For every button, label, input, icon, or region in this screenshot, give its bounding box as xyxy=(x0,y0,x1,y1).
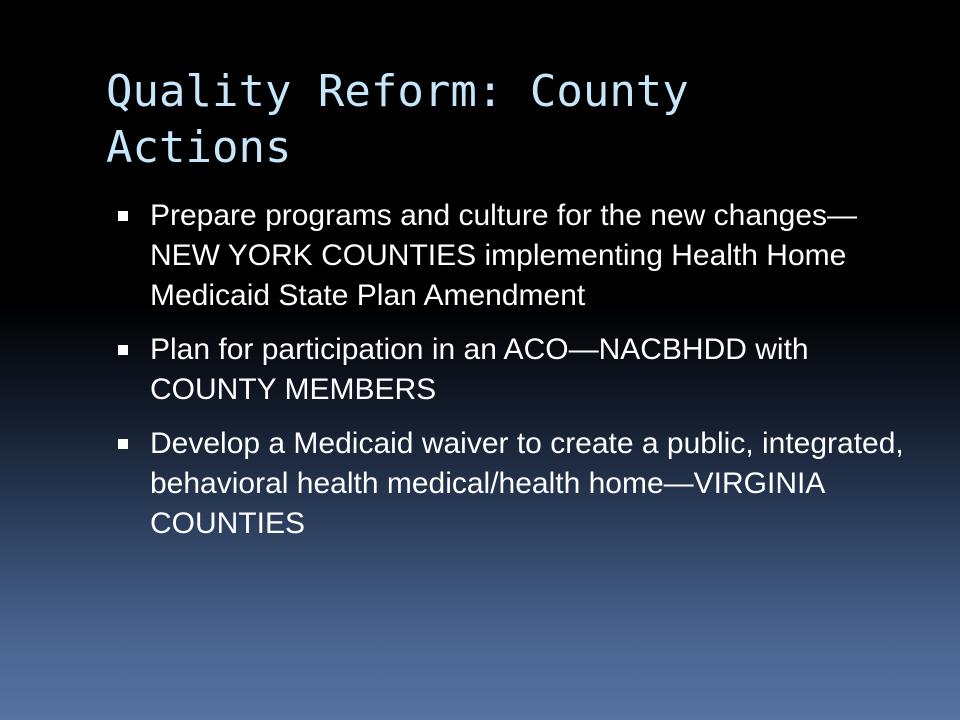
square-bullet-icon xyxy=(118,345,128,355)
bullet-item xyxy=(112,196,912,316)
square-bullet-icon xyxy=(118,439,128,449)
bullet-item xyxy=(112,330,912,410)
bullet-item xyxy=(112,424,912,544)
bullet-text: Plan for participation in an ACO—NACBHDD with COUNTY MEMBERS xyxy=(150,333,809,406)
bullet-text: Prepare programs and culture for the new changes—NEW YORK COUNTIES implementing Health Home Medicaid State Plan Amendment xyxy=(150,199,858,312)
bullet-text: Develop a Medicaid waiver to create a public, integrated, behavioral health medical/health home—VIRGINIA COUNTIES xyxy=(150,427,904,540)
bullet-list xyxy=(112,196,912,558)
slide-title: Quality Reform: County Actions xyxy=(106,66,689,173)
square-bullet-icon xyxy=(118,211,128,221)
